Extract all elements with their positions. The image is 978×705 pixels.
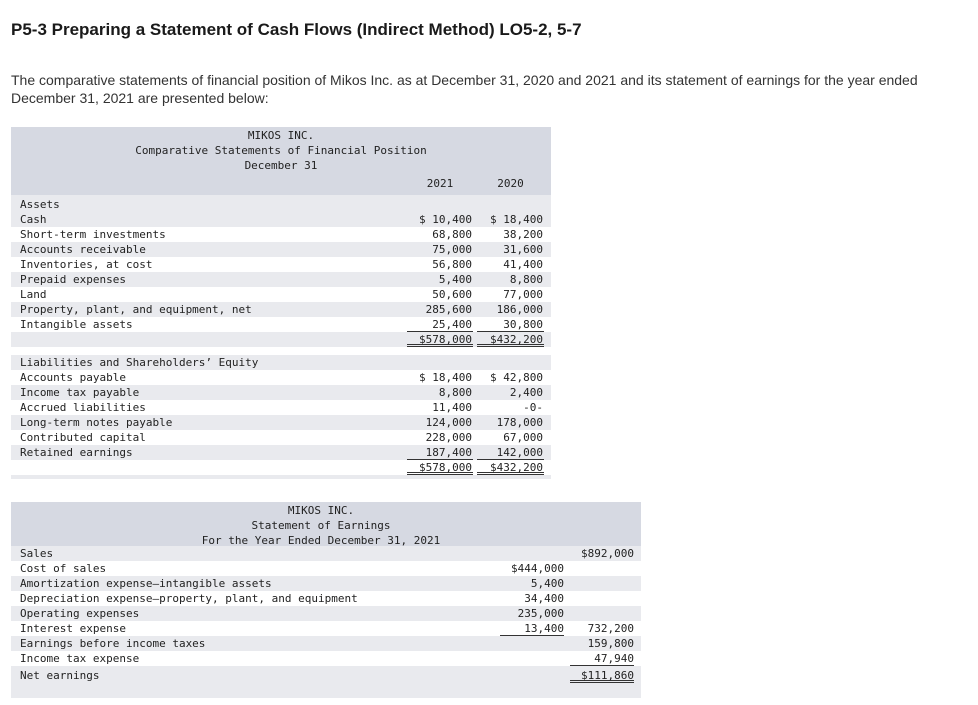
table-row: Long-term notes payable 124,000 178,000 [20, 416, 543, 429]
table-row: Short-term investments 68,800 38,200 [11, 227, 551, 242]
table-row: Land 50,600 77,000 [11, 287, 551, 302]
table-row: Inventories, at cost 56,800 41,400 [11, 257, 551, 272]
section-heading-liabilities: Liabilities and Shareholders’ Equity [20, 356, 259, 369]
table-row: Accrued liabilities 11,400 -0- [11, 400, 551, 415]
assets-list [11, 212, 551, 347]
statement-name: Statement of Earnings [251, 519, 391, 532]
company-name: MIKOS INC. [247, 129, 315, 142]
column-header-2020: 2020 [497, 177, 524, 190]
table-row: Interest expense 13,400 732,200 [11, 621, 641, 636]
table-row: Cost of sales $444,000 [11, 561, 641, 576]
table-row: Cash $ 10,400 $ 18,400 [20, 213, 543, 226]
assets-total-2020: $432,200 [477, 332, 544, 347]
table-row: Retained earnings 187,400 142,000 [20, 446, 543, 459]
table-row: Depreciation expense—property, plant, and equipment 34,400 [11, 591, 641, 606]
net-earnings-total: $111,860 [570, 668, 634, 683]
assets-total-row [11, 332, 551, 347]
problem-intro: The comparative statements of financial position of Mikos Inc. as at December 31, 2020 and 2021 and its statement of earnings for the year ended December 31, 2021 are presented below: [11, 72, 918, 106]
statement-header [11, 502, 641, 546]
statement-date: December 31 [244, 159, 318, 172]
column-header-2021: 2021 [426, 177, 454, 190]
net-earnings-row: Net earnings $111,860 [20, 669, 634, 682]
table-row: Operating expenses 235,000 [20, 607, 564, 620]
table-row: Accounts payable $ 18,400 $ 42,800 [11, 370, 551, 385]
assets-total-2021: $578,000 [407, 332, 473, 347]
liabilities-list [11, 370, 551, 475]
statement-header [11, 127, 551, 195]
table-row: Property, plant, and equipment, net 285,600 186,000 [20, 303, 543, 316]
ebt-row: Earnings before income taxes 159,800 [20, 637, 634, 650]
table-row: Amortization expense—intangible assets 5,400 [20, 577, 564, 590]
problem-title: P5-3 Preparing a Statement of Cash Flows (Indirect Method) LO5-2, 5-7 [11, 20, 582, 39]
table-row: Accounts receivable 75,000 31,600 [20, 243, 543, 256]
section-heading-assets: Assets [20, 198, 60, 211]
table-row: Prepaid expenses 5,400 8,800 [20, 273, 543, 286]
table-row: Income tax payable 8,800 2,400 [20, 386, 543, 399]
liabilities-total-row [11, 460, 551, 475]
earnings-statement [11, 502, 641, 698]
table-row: Contributed capital 228,000 67,000 [11, 430, 551, 445]
statement-name: Comparative Statements of Financial Position [135, 144, 427, 157]
liabilities-total-2020: $432,200 [477, 460, 544, 475]
sales-row: Sales $892,000 [20, 547, 634, 560]
liabilities-total-2021: $578,000 [407, 460, 473, 475]
company-name: MIKOS INC. [287, 504, 355, 517]
financial-position-statement [11, 127, 551, 479]
tax-row: Income tax expense 47,940 [11, 651, 641, 666]
statement-period: For the Year Ended December 31, 2021 [201, 534, 441, 547]
table-row: Intangible assets 25,400 30,800 [11, 317, 551, 332]
